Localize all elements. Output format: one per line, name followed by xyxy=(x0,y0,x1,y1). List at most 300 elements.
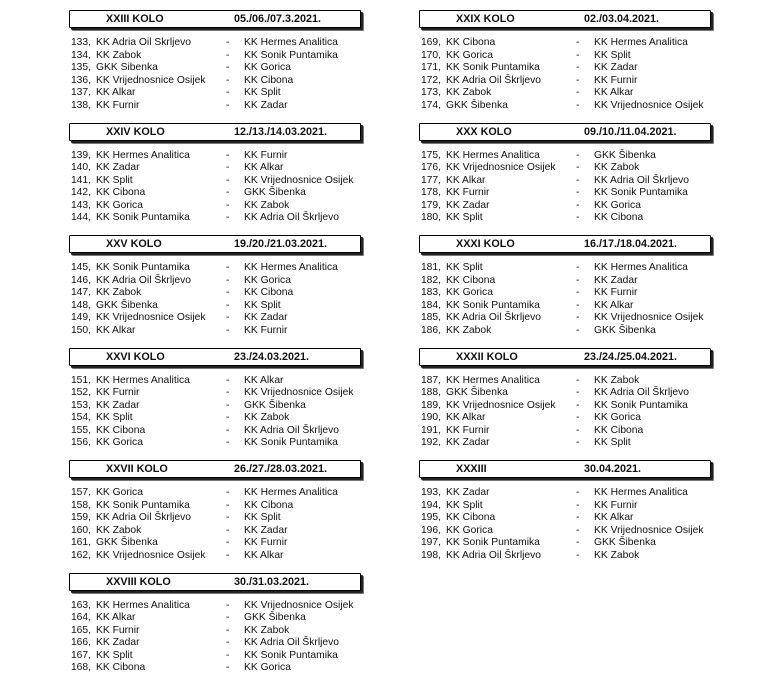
separator-dash: - xyxy=(226,375,229,388)
game-number: 143, xyxy=(37,200,91,213)
separator-dash: - xyxy=(226,600,229,613)
separator-dash: - xyxy=(226,550,229,563)
game-number: 196, xyxy=(387,525,441,538)
away-team: KK Vrijednosnice Osijek xyxy=(594,525,704,538)
separator-dash: - xyxy=(576,300,579,313)
separator-dash: - xyxy=(226,425,229,438)
game-row xyxy=(69,287,361,300)
game-number: 182, xyxy=(387,275,441,288)
separator-dash: - xyxy=(226,150,229,163)
home-team: GKK Sibenka xyxy=(96,62,158,75)
separator-dash: - xyxy=(226,300,229,313)
game-row xyxy=(69,50,361,63)
game-number: 156, xyxy=(37,437,91,450)
game-number: 198, xyxy=(387,550,441,563)
home-team: KK Hermes Analitica xyxy=(96,150,190,163)
away-team: GKK Šibenka xyxy=(594,150,656,163)
separator-dash: - xyxy=(576,150,579,163)
away-team: KK Alkar xyxy=(594,512,634,525)
separator-dash: - xyxy=(226,275,229,288)
game-number: 191, xyxy=(387,425,441,438)
game-row xyxy=(419,412,711,425)
home-team: GKK Šibenka xyxy=(446,100,508,113)
home-team: KK Cibona xyxy=(96,425,145,438)
round-date: 30./31.03.2021. xyxy=(234,576,360,588)
home-team: KK Alkar xyxy=(446,412,486,425)
separator-dash: - xyxy=(226,75,229,88)
game-number: 144, xyxy=(37,212,91,225)
away-team: KK Zadar xyxy=(244,525,288,538)
game-number: 150, xyxy=(37,325,91,338)
game-row xyxy=(69,200,361,213)
separator-dash: - xyxy=(226,212,229,225)
away-team: KK Cibona xyxy=(594,425,643,438)
home-team: KK Zabok xyxy=(96,287,141,300)
game-number: 194, xyxy=(387,500,441,513)
away-team: GKK Šibenka xyxy=(244,187,306,200)
away-team: KK Alkar xyxy=(594,300,634,313)
separator-dash: - xyxy=(576,500,579,513)
away-team: KK Split xyxy=(244,512,281,525)
game-number: 136, xyxy=(37,75,91,88)
away-team: GKK Šibenka xyxy=(594,325,656,338)
game-row xyxy=(419,175,711,188)
separator-dash: - xyxy=(226,512,229,525)
separator-dash: - xyxy=(226,500,229,513)
separator-dash: - xyxy=(576,37,579,50)
round-title: XXIV KOLO xyxy=(70,126,234,138)
game-number: 175, xyxy=(387,150,441,163)
separator-dash: - xyxy=(226,175,229,188)
round-title: XXIII KOLO xyxy=(70,13,234,25)
away-team: KK Zabok xyxy=(594,162,639,175)
away-team: KK Sonik Puntamika xyxy=(244,437,338,450)
round-header xyxy=(419,348,711,366)
away-team: KK Cibona xyxy=(244,287,293,300)
round-header xyxy=(69,348,361,366)
home-team: KK Split xyxy=(96,175,133,188)
round-title: XXVIII KOLO xyxy=(70,576,234,588)
home-team: KK Zadar xyxy=(446,487,490,500)
game-row xyxy=(69,487,361,500)
away-team: KK Zabok xyxy=(594,550,639,563)
away-team: KK Adria Oil Škrljevo xyxy=(594,387,689,400)
game-number: 142, xyxy=(37,187,91,200)
round-title: XXXII KOLO xyxy=(420,351,584,363)
round-header xyxy=(69,235,361,253)
game-number: 139, xyxy=(37,150,91,163)
home-team: KK Zadar xyxy=(96,162,140,175)
round-header xyxy=(69,123,361,141)
game-row xyxy=(419,50,711,63)
game-list xyxy=(419,150,711,225)
round-block xyxy=(69,573,361,685)
round-title: XXVII KOLO xyxy=(70,463,234,475)
home-team: GKK Šibenka xyxy=(96,300,158,313)
home-team: KK Cibona xyxy=(96,662,145,675)
away-team: KK Zabok xyxy=(244,412,289,425)
away-team: KK Split xyxy=(244,87,281,100)
game-list xyxy=(419,37,711,112)
home-team: KK Furnir xyxy=(96,100,140,113)
away-team: KK Gorica xyxy=(244,275,291,288)
separator-dash: - xyxy=(576,100,579,113)
game-row xyxy=(69,325,361,338)
home-team: KK Vrijednosnice Osijek xyxy=(96,550,206,563)
home-team: KK Gorica xyxy=(446,525,493,538)
game-row xyxy=(69,62,361,75)
game-number: 179, xyxy=(387,200,441,213)
away-team: KK Cibona xyxy=(244,75,293,88)
game-row xyxy=(419,87,711,100)
game-list xyxy=(69,375,361,450)
round-header xyxy=(419,460,711,478)
separator-dash: - xyxy=(576,400,579,413)
game-number: 153, xyxy=(37,400,91,413)
game-number: 158, xyxy=(37,500,91,513)
game-number: 167, xyxy=(37,650,91,663)
home-team: KK Gorica xyxy=(446,50,493,63)
away-team: KK Furnir xyxy=(594,500,638,513)
separator-dash: - xyxy=(226,637,229,650)
separator-dash: - xyxy=(576,512,579,525)
game-row xyxy=(69,187,361,200)
round-block xyxy=(69,348,361,461)
game-number: 176, xyxy=(387,162,441,175)
home-team: KK Sonik Puntamika xyxy=(446,300,540,313)
game-row xyxy=(69,412,361,425)
game-number: 178, xyxy=(387,187,441,200)
separator-dash: - xyxy=(576,275,579,288)
game-list xyxy=(69,262,361,337)
game-row xyxy=(419,100,711,113)
game-row xyxy=(69,300,361,313)
away-team: KK Zadar xyxy=(244,312,288,325)
game-row xyxy=(69,637,361,650)
away-team: KK Vrijednosnice Osijek xyxy=(594,312,704,325)
game-number: 157, xyxy=(37,487,91,500)
game-number: 172, xyxy=(387,75,441,88)
away-team: GKK Šibenka xyxy=(244,400,306,413)
separator-dash: - xyxy=(226,50,229,63)
game-row xyxy=(69,400,361,413)
away-team: KK Sonik Puntamika xyxy=(594,187,688,200)
game-row xyxy=(69,512,361,525)
game-number: 170, xyxy=(387,50,441,63)
separator-dash: - xyxy=(226,525,229,538)
round-block xyxy=(69,460,361,573)
game-row xyxy=(419,75,711,88)
home-team: KK Split xyxy=(96,650,133,663)
game-row xyxy=(419,387,711,400)
round-block xyxy=(69,123,361,236)
game-number: 162, xyxy=(37,550,91,563)
home-team: KK Furnir xyxy=(96,387,140,400)
away-team: KK Adria Oil Škrljevo xyxy=(594,175,689,188)
game-row xyxy=(419,537,711,550)
home-team: KK Sonik Puntamika xyxy=(96,262,190,275)
separator-dash: - xyxy=(226,625,229,638)
away-team: KK Hermes Analitica xyxy=(244,487,338,500)
game-row xyxy=(419,200,711,213)
separator-dash: - xyxy=(576,200,579,213)
home-team: KK Vrijednosnice Osijek xyxy=(446,400,556,413)
away-team: KK Adria Oil Škrljevo xyxy=(244,637,339,650)
game-row xyxy=(69,150,361,163)
away-team: KK Sonik Puntamika xyxy=(594,400,688,413)
game-row xyxy=(69,375,361,388)
away-team: KK Hermes Analitica xyxy=(244,262,338,275)
round-header xyxy=(69,10,361,28)
round-header xyxy=(69,460,361,478)
game-row xyxy=(419,525,711,538)
game-row xyxy=(69,175,361,188)
game-row xyxy=(419,512,711,525)
away-team: KK Split xyxy=(244,300,281,313)
game-number: 163, xyxy=(37,600,91,613)
away-team: KK Gorica xyxy=(244,662,291,675)
away-team: KK Furnir xyxy=(244,325,288,338)
game-number: 160, xyxy=(37,525,91,538)
home-team: KK Cibona xyxy=(446,37,495,50)
home-team: KK Alkar xyxy=(446,175,486,188)
home-team: KK Hermes Analitica xyxy=(446,150,540,163)
game-row xyxy=(69,387,361,400)
game-number: 154, xyxy=(37,412,91,425)
home-team: KK Split xyxy=(446,500,483,513)
game-number: 195, xyxy=(387,512,441,525)
home-team: KK Gorica xyxy=(96,487,143,500)
round-date: 19./20./21.03.2021. xyxy=(234,238,360,250)
separator-dash: - xyxy=(576,262,579,275)
round-block xyxy=(419,10,711,123)
game-row xyxy=(69,162,361,175)
game-list xyxy=(419,375,711,450)
away-team: KK Alkar xyxy=(244,162,284,175)
round-block xyxy=(419,460,711,573)
home-team: KK Alkar xyxy=(96,87,136,100)
game-row xyxy=(419,425,711,438)
away-team: KK Zabok xyxy=(594,375,639,388)
round-date: 05./06./07.3.2021. xyxy=(234,13,360,25)
away-team: KK Gorica xyxy=(594,200,641,213)
game-row xyxy=(69,650,361,663)
away-team: KK Vrijednosnice Osijek xyxy=(244,387,354,400)
away-team: KK Alkar xyxy=(594,87,634,100)
game-list xyxy=(419,262,711,337)
game-number: 171, xyxy=(387,62,441,75)
away-team: GKK Šibenka xyxy=(244,612,306,625)
home-team: KK Adria Oil Skrljevo xyxy=(96,37,191,50)
game-number: 133, xyxy=(37,37,91,50)
away-team: GKK Šibenka xyxy=(594,537,656,550)
game-row xyxy=(419,550,711,563)
separator-dash: - xyxy=(226,612,229,625)
away-team: KK Hermes Analitica xyxy=(594,487,688,500)
round-date: 23./24./25.04.2021. xyxy=(584,351,710,363)
separator-dash: - xyxy=(226,262,229,275)
away-team: KK Vrijednosnice Osijek xyxy=(244,175,354,188)
game-number: 181, xyxy=(387,262,441,275)
separator-dash: - xyxy=(576,325,579,338)
game-row xyxy=(419,487,711,500)
game-number: 134, xyxy=(37,50,91,63)
separator-dash: - xyxy=(226,662,229,675)
home-team: GKK Šibenka xyxy=(96,537,158,550)
game-row xyxy=(419,300,711,313)
home-team: KK Gorica xyxy=(96,437,143,450)
home-team: KK Furnir xyxy=(446,187,490,200)
home-team: KK Vrijednosnice Osijek xyxy=(96,75,206,88)
game-list xyxy=(69,600,361,675)
game-row xyxy=(69,537,361,550)
round-date: 26./27./28.03.2021. xyxy=(234,463,360,475)
separator-dash: - xyxy=(576,212,579,225)
game-number: 190, xyxy=(387,412,441,425)
game-row xyxy=(419,400,711,413)
game-row xyxy=(419,312,711,325)
home-team: KK Sonik Puntamika xyxy=(96,212,190,225)
separator-dash: - xyxy=(226,87,229,100)
round-header xyxy=(419,123,711,141)
schedule-column-left xyxy=(69,10,361,685)
home-team: GKK Šibenka xyxy=(446,387,508,400)
away-team: KK Split xyxy=(594,437,631,450)
game-row xyxy=(419,500,711,513)
game-number: 193, xyxy=(387,487,441,500)
separator-dash: - xyxy=(226,387,229,400)
game-row xyxy=(419,262,711,275)
home-team: KK Adria Oil Škrljevo xyxy=(446,550,541,563)
away-team: KK Zabok xyxy=(244,625,289,638)
separator-dash: - xyxy=(226,325,229,338)
separator-dash: - xyxy=(576,75,579,88)
away-team: KK Gorica xyxy=(594,412,641,425)
separator-dash: - xyxy=(576,312,579,325)
game-number: 187, xyxy=(387,375,441,388)
game-row xyxy=(419,62,711,75)
separator-dash: - xyxy=(576,287,579,300)
game-number: 152, xyxy=(37,387,91,400)
game-number: 148, xyxy=(37,300,91,313)
round-block xyxy=(69,10,361,123)
game-row xyxy=(69,625,361,638)
game-row xyxy=(69,662,361,675)
game-number: 168, xyxy=(37,662,91,675)
game-row xyxy=(419,325,711,338)
home-team: KK Zabok xyxy=(446,325,491,338)
home-team: KK Adria Oil Škrljevo xyxy=(446,75,541,88)
game-row xyxy=(69,425,361,438)
separator-dash: - xyxy=(226,162,229,175)
separator-dash: - xyxy=(226,37,229,50)
away-team: KK Hermes Analitica xyxy=(594,37,688,50)
round-title: XXVI KOLO xyxy=(70,351,234,363)
game-row xyxy=(69,275,361,288)
game-row xyxy=(69,600,361,613)
separator-dash: - xyxy=(226,400,229,413)
game-number: 192, xyxy=(387,437,441,450)
round-title: XXXIII xyxy=(420,463,584,475)
away-team: KK Sonik Puntamika xyxy=(244,650,338,663)
schedule-column-right xyxy=(419,10,711,573)
home-team: KK Cibona xyxy=(446,512,495,525)
game-row xyxy=(419,150,711,163)
separator-dash: - xyxy=(576,62,579,75)
game-row xyxy=(419,162,711,175)
away-team: KK Furnir xyxy=(594,287,638,300)
away-team: KK Adria Oil Škrljevo xyxy=(244,425,339,438)
separator-dash: - xyxy=(226,100,229,113)
away-team: KK Hermes Analitica xyxy=(244,37,338,50)
away-team: KK Alkar xyxy=(244,550,284,563)
home-team: KK Sonik Puntamika xyxy=(446,62,540,75)
game-number: 197, xyxy=(387,537,441,550)
game-number: 165, xyxy=(37,625,91,638)
away-team: KK Cibona xyxy=(244,500,293,513)
round-date: 09./10./11.04.2021. xyxy=(584,126,710,138)
game-row xyxy=(69,437,361,450)
separator-dash: - xyxy=(576,162,579,175)
home-team: KK Hermes Analitica xyxy=(446,375,540,388)
game-number: 185, xyxy=(387,312,441,325)
home-team: KK Alkar xyxy=(96,325,136,338)
home-team: KK Gorica xyxy=(96,200,143,213)
game-row xyxy=(419,287,711,300)
home-team: KK Hermes Analitica xyxy=(96,600,190,613)
game-row xyxy=(419,375,711,388)
home-team: KK Sonik Puntamika xyxy=(446,537,540,550)
game-number: 166, xyxy=(37,637,91,650)
game-row xyxy=(69,262,361,275)
game-number: 169, xyxy=(387,37,441,50)
game-row xyxy=(419,212,711,225)
away-team: KK Zabok xyxy=(244,200,289,213)
away-team: KK Sonik Puntamika xyxy=(244,50,338,63)
home-team: KK Furnir xyxy=(96,625,140,638)
round-date: 16./17./18.04.2021. xyxy=(584,238,710,250)
game-number: 135, xyxy=(37,62,91,75)
game-number: 180, xyxy=(387,212,441,225)
home-team: KK Adria Oil Škrljevo xyxy=(96,275,191,288)
game-row xyxy=(69,75,361,88)
separator-dash: - xyxy=(226,187,229,200)
separator-dash: - xyxy=(226,412,229,425)
home-team: KK Gorica xyxy=(446,287,493,300)
away-team: KK Zadar xyxy=(594,275,638,288)
separator-dash: - xyxy=(226,437,229,450)
home-team: KK Split xyxy=(446,262,483,275)
home-team: KK Zadar xyxy=(96,400,140,413)
home-team: KK Split xyxy=(96,412,133,425)
game-row xyxy=(69,612,361,625)
game-number: 159, xyxy=(37,512,91,525)
separator-dash: - xyxy=(576,550,579,563)
away-team: KK Furnir xyxy=(244,537,288,550)
game-number: 137, xyxy=(37,87,91,100)
game-number: 183, xyxy=(387,287,441,300)
game-row xyxy=(419,37,711,50)
away-team: KK Vrijednosnice Osijek xyxy=(594,100,704,113)
game-number: 145, xyxy=(37,262,91,275)
game-row xyxy=(419,275,711,288)
away-team: KK Hermes Analitica xyxy=(594,262,688,275)
away-team: KK Adria Oil Škrljevo xyxy=(244,212,339,225)
game-number: 186, xyxy=(387,325,441,338)
game-row xyxy=(69,500,361,513)
game-number: 155, xyxy=(37,425,91,438)
away-team: KK Split xyxy=(594,50,631,63)
